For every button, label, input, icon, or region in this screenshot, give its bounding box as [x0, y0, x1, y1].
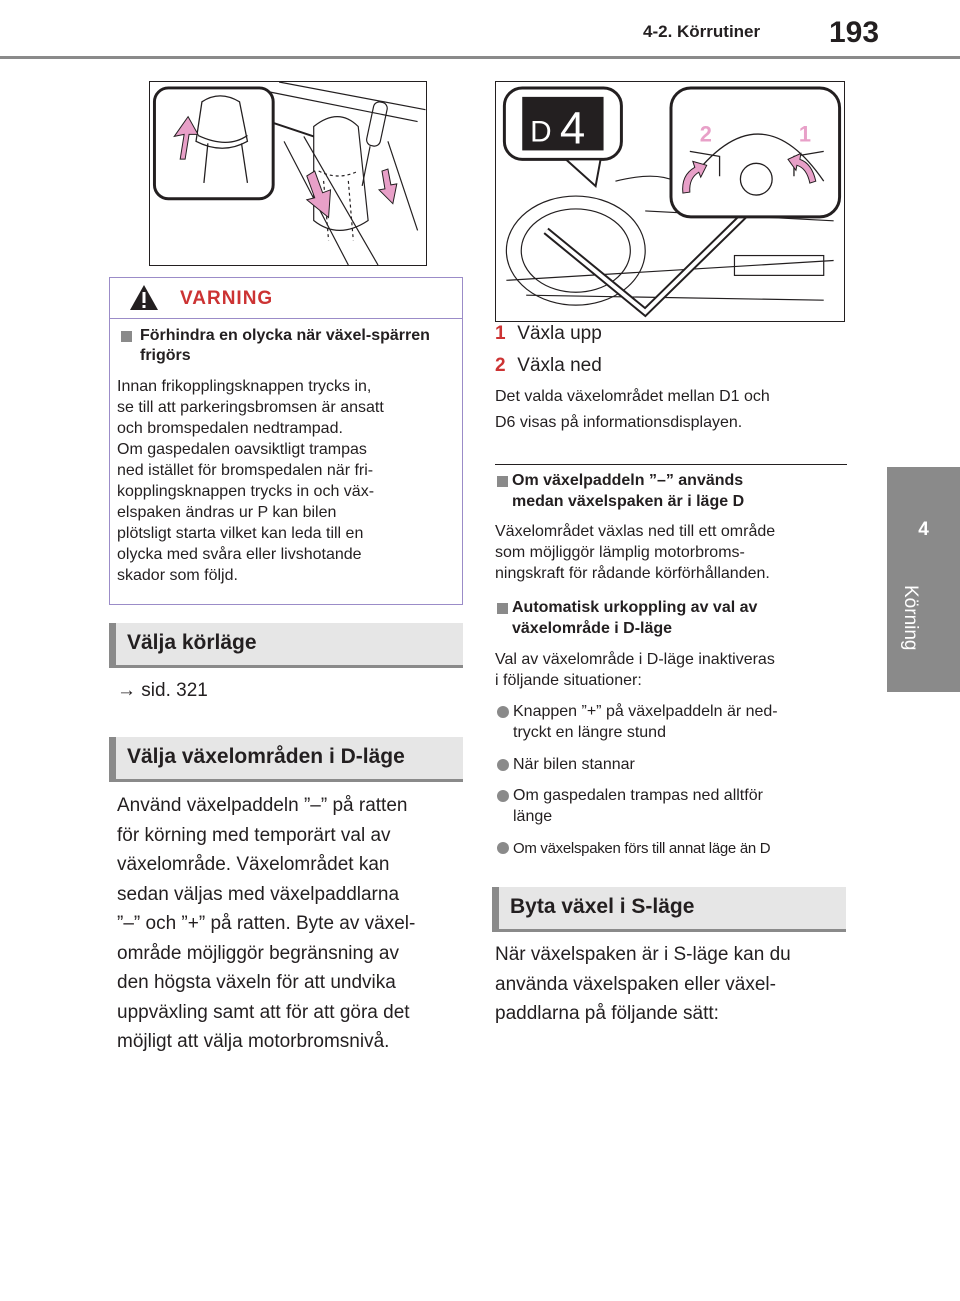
body-line: för körning med temporärt val av	[117, 824, 391, 846]
circle-bullet	[497, 842, 509, 854]
section-heading-valja-korlage	[109, 623, 463, 668]
circle-bullet	[497, 759, 509, 771]
list-line: Om gaspedalen trampas ned alltför	[513, 787, 763, 804]
warning-line: kopplingsknappen trycks in och väx-	[117, 483, 375, 500]
reference-arrow-icon: →	[117, 680, 136, 701]
section-title: Välja växelområden i D-läge	[127, 745, 405, 768]
para-line: Val av växelområde i D-läge inaktiveras	[495, 651, 775, 668]
warning-line: Om gaspedalen oavsiktligt trampas	[117, 441, 367, 458]
paddle-minus-label: 2	[699, 121, 712, 147]
heading-line: växelområde i D-läge	[512, 620, 673, 637]
warning-line: Innan frikopplingsknappen trycks in,	[117, 378, 372, 395]
body-line: växelområde. Växelområdet kan	[117, 854, 390, 875]
list-line: Om växelspaken förs till annat läge än D	[513, 840, 771, 857]
body-line: sedan väljas med växelpaddlarna	[117, 883, 400, 905]
chapter-number: 4	[918, 519, 929, 540]
list-item	[513, 754, 853, 775]
section-title: Byta växel i S-läge	[510, 895, 695, 918]
page-number: 193	[829, 16, 880, 49]
running-header-section: 4-2. Körrutiner	[643, 22, 761, 41]
square-bullet	[497, 476, 508, 487]
warning-line: elspaken ändras ur P kan bilen	[117, 504, 337, 521]
list-item	[513, 838, 858, 859]
info-divider	[495, 464, 847, 465]
warning-box	[109, 277, 463, 605]
heading-bar	[109, 737, 116, 779]
body-line: ”–” och ”+” på ratten. Byte av växel-	[117, 913, 416, 934]
page-reference[interactable]	[117, 680, 208, 702]
body-line: den högsta växeln för att undvika	[117, 972, 396, 993]
list-line: Knappen ”+” på växelpaddeln är ned-	[513, 703, 778, 720]
list-line: När bilen stannar	[513, 756, 635, 773]
valja-vaxelomraden-body	[117, 791, 467, 1057]
warning-subheading: Förhindra en olycka när växel-spärren frigörs	[140, 327, 430, 364]
body-line: paddlarna på följande sätt:	[495, 1003, 719, 1024]
chapter-side-tab	[887, 467, 960, 692]
step-item-shift-up	[495, 323, 602, 345]
para-line: som möjliggör lämplig motorbroms-	[495, 544, 745, 561]
paddle-shift-illustration	[495, 81, 845, 322]
shift-lock-release-illustration	[149, 81, 427, 266]
note-line: Det valda växelområdet mellan D1 och	[495, 388, 770, 405]
warning-line: plötsligt starta vilket kan leda till en	[117, 525, 364, 542]
list-line: tryckt en längre stund	[513, 724, 666, 741]
body-line: område möjliggör begränsning av	[117, 942, 399, 964]
heading-line: medan växelspaken är i läge D	[512, 493, 745, 510]
paddle-plus-label: 1	[798, 121, 812, 147]
body-line: uppväxling samt att för att göra det	[117, 1001, 410, 1023]
step-number: 1	[495, 323, 506, 344]
info-auto-cancel-text	[495, 649, 855, 691]
heading-line: Automatisk urkoppling av val av	[512, 599, 758, 616]
circle-bullet	[497, 790, 509, 802]
section-heading-valja-vaxelomraden	[109, 737, 463, 782]
para-line: Växelområdet växlas ned till ett område	[495, 523, 776, 540]
paddle-shift-drawing	[496, 82, 844, 321]
list-line: länge	[513, 808, 553, 825]
heading-bar	[492, 887, 499, 929]
display-gear-digit: 4	[559, 102, 586, 154]
byta-vaxel-body	[495, 940, 855, 1029]
circle-bullet	[497, 706, 509, 718]
step-text: Växla ned	[517, 355, 602, 376]
section-heading-byta-vaxel	[492, 887, 846, 932]
display-note	[495, 384, 850, 436]
warning-line: ned istället för bromspedalen när fri-	[117, 462, 374, 479]
para-line: ningskraft för rådande körförhållanden.	[495, 565, 770, 582]
warning-title: VARNING	[180, 288, 274, 309]
body-line: använda växelspaken eller växel-	[495, 973, 776, 995]
shift-lock-release-drawing	[150, 82, 426, 265]
warning-line: olycka med svåra eller livshotande	[117, 546, 362, 563]
list-item	[513, 701, 853, 743]
info-minus-paddle-heading	[512, 470, 852, 512]
step-text: Växla upp	[517, 323, 602, 344]
square-bullet	[497, 603, 508, 614]
body-line: Använd växelpaddeln ”–” på ratten	[117, 795, 408, 816]
list-item	[513, 785, 853, 827]
info-auto-cancel-heading	[512, 597, 852, 639]
warning-triangle-icon	[129, 284, 159, 311]
header-rule	[0, 56, 960, 59]
step-number: 2	[495, 355, 506, 376]
warning-line: se till att parkeringsbromsen är ansatt	[117, 399, 384, 416]
para-line: i följande situationer:	[495, 672, 642, 689]
section-title: Välja körläge	[127, 631, 257, 654]
chapter-label: Körning	[900, 585, 921, 651]
warning-header	[110, 278, 462, 319]
note-line: D6 visas på informationsdisplayen.	[495, 414, 743, 431]
heading-bar	[109, 623, 116, 665]
body-line: När växelspaken är i S-läge kan du	[495, 944, 791, 965]
display-gear-letter: D	[530, 115, 552, 149]
warning-body	[117, 376, 459, 586]
info-minus-paddle-text	[495, 521, 855, 584]
warning-line: och bromspedalen nedtrampad.	[117, 420, 343, 437]
reference-text: sid. 321	[141, 680, 208, 701]
heading-line: Om växelpaddeln ”–” används	[512, 472, 744, 489]
body-line: möjligt att välja motorbromsnivå.	[117, 1031, 390, 1052]
step-item-shift-down	[495, 355, 602, 377]
warning-line: skador som följd.	[117, 567, 238, 584]
